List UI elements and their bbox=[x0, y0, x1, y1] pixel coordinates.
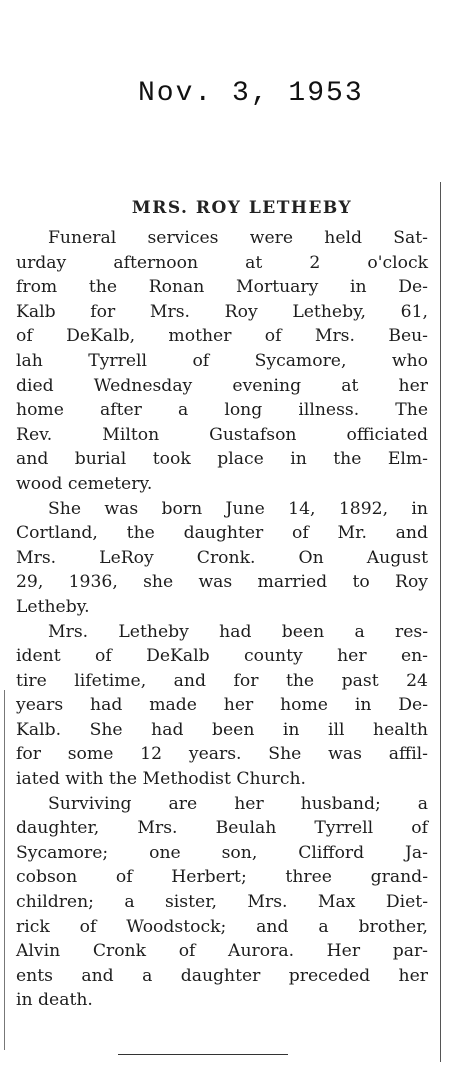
text-line: lah Tyrrell of Sycamore, who bbox=[16, 350, 428, 371]
clipping-date: Nov. 3, 1953 bbox=[138, 78, 364, 109]
text-line: of DeKalb, mother of Mrs. Beu- bbox=[16, 326, 428, 347]
text-line: Mrs. Letheby had been a res- bbox=[48, 621, 428, 642]
text-line: from the Ronan Mortuary in De- bbox=[16, 277, 428, 298]
text-line: cobson of Herbert; three grand- bbox=[16, 867, 428, 888]
text-line: and burial took place in the Elm- bbox=[16, 449, 428, 470]
text-line: She was born June 14, 1892, in bbox=[48, 498, 428, 519]
paragraph bbox=[16, 620, 428, 792]
obituary-body bbox=[16, 226, 428, 1013]
text-line: Kalb for Mrs. Roy Letheby, 61, bbox=[16, 301, 428, 322]
paragraph bbox=[16, 226, 428, 497]
text-line: Funeral services were held Sat- bbox=[48, 228, 428, 248]
column-rule-right bbox=[440, 182, 441, 1062]
text-line: ident of DeKalb county her en- bbox=[16, 646, 428, 667]
text-line: Rev. Milton Gustafson officiated bbox=[16, 424, 428, 445]
paragraph bbox=[16, 792, 428, 1013]
text-line: years had made her home in De- bbox=[16, 695, 428, 716]
text-line: children; a sister, Mrs. Max Diet- bbox=[16, 892, 428, 913]
text-line: daughter, Mrs. Beulah Tyrrell of bbox=[16, 818, 428, 839]
text-line: Sycamore; one son, Clifford Ja- bbox=[16, 842, 428, 863]
text-line: for some 12 years. She was affil- bbox=[16, 744, 428, 765]
text-line: urday afternoon at 2 o'clock bbox=[16, 252, 428, 273]
text-line: Mrs. LeRoy Cronk. On August bbox=[16, 547, 428, 568]
text-line: 29, 1936, she was married to Roy bbox=[16, 572, 428, 593]
text-line: home after a long illness. The bbox=[16, 400, 428, 421]
text-line: tire lifetime, and for the past 24 bbox=[16, 670, 428, 691]
paragraph bbox=[16, 497, 428, 620]
text-line: wood cemetery. bbox=[16, 473, 153, 494]
end-rule bbox=[118, 1054, 288, 1055]
text-line: died Wednesday evening at her bbox=[16, 375, 428, 396]
text-line: Kalb. She had been in ill health bbox=[16, 719, 428, 740]
text-line: Surviving are her husband; a bbox=[48, 793, 428, 814]
text-line: ents and a daughter preceded her bbox=[16, 965, 428, 986]
text-line: in death. bbox=[16, 990, 93, 1011]
text-line: rick of Woodstock; and a brother, bbox=[16, 916, 428, 937]
column-rule-left bbox=[4, 690, 5, 1050]
text-line: iated with the Methodist Church. bbox=[16, 769, 306, 790]
text-line: Cortland, the daughter of Mr. and bbox=[16, 523, 428, 544]
obituary-headline: MRS. ROY LETHEBY bbox=[131, 198, 353, 218]
obituary-clipping bbox=[16, 198, 428, 1013]
text-line: Alvin Cronk of Aurora. Her par- bbox=[16, 941, 428, 962]
text-line: Letheby. bbox=[16, 596, 90, 617]
